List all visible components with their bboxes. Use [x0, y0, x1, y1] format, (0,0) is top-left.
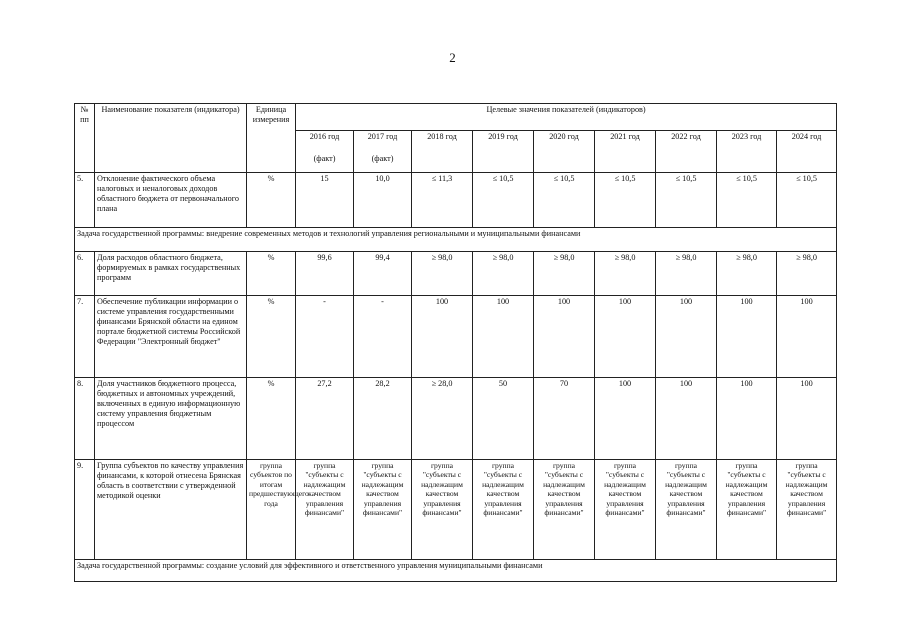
page-number: 2: [449, 50, 456, 65]
row-num: 8.: [75, 378, 95, 460]
value-cell: группа "субъекты с надлежащим качеством управления финансами": [473, 460, 534, 560]
table-row: [75, 296, 837, 378]
value-cell: ≥ 28,0: [412, 378, 473, 460]
value-cell: ≥ 98,0: [717, 252, 777, 296]
value-cell: группа "субъекты с надлежащим качеством управления финансами": [412, 460, 473, 560]
value-cell: 100: [473, 296, 534, 378]
task-text: Задача государственной программы: внедрение современных методов и технологий управления региональными и муниципальными финансами: [75, 228, 837, 252]
row-unit: группа субъектов по итогам предшествующего года: [247, 460, 296, 560]
value-cell: 100: [412, 296, 473, 378]
value-cell: ≤ 10,5: [534, 173, 595, 228]
value-cell: 100: [717, 378, 777, 460]
header-year-2024: 2024 год: [777, 131, 837, 173]
value-cell: -: [354, 296, 412, 378]
value-cell: группа "субъекты с надлежащим качеством управления финансами": [354, 460, 412, 560]
value-cell: 28,2: [354, 378, 412, 460]
table-row: [75, 378, 837, 460]
value-cell: группа "субъекты с надлежащим качеством управления финансами": [296, 460, 354, 560]
indicators-table: [74, 103, 837, 582]
value-cell: 100: [595, 296, 656, 378]
header-year-2023: 2023 год: [717, 131, 777, 173]
table-row: [75, 173, 837, 228]
value-cell: 100: [534, 296, 595, 378]
value-cell: 70: [534, 378, 595, 460]
value-cell: 100: [717, 296, 777, 378]
header-targets: Целевые значения показателей (индикаторов): [296, 104, 837, 131]
row-unit: %: [247, 252, 296, 296]
value-cell: 100: [656, 296, 717, 378]
value-cell: ≤ 10,5: [473, 173, 534, 228]
value-cell: ≤ 10,5: [656, 173, 717, 228]
value-cell: 15: [296, 173, 354, 228]
row-name: Группа субъектов по качеству управления финансами, к которой отнесена Брянская область в соответствии с утвержденной методикой оценки: [95, 460, 247, 560]
value-cell: ≤ 11,3: [412, 173, 473, 228]
task-row: [75, 560, 837, 582]
header-year-2019: 2019 год: [473, 131, 534, 173]
value-cell: 100: [777, 378, 837, 460]
table-row: [75, 252, 837, 296]
row-name: Отклонение фактического объема налоговых и неналоговых доходов областного бюджета от первоначального плана: [95, 173, 247, 228]
row-num: 7.: [75, 296, 95, 378]
value-cell: ≥ 98,0: [473, 252, 534, 296]
row-unit: %: [247, 173, 296, 228]
value-cell: ≤ 10,5: [717, 173, 777, 228]
value-cell: -: [296, 296, 354, 378]
header-year-2016: 2016 год: [296, 131, 354, 153]
task-text: Задача государственной программы: создание условий для эффективного и ответственного управления муниципальными финансами: [75, 560, 837, 582]
value-cell: группа "субъекты с надлежащим качеством управления финансами": [595, 460, 656, 560]
value-cell: 10,0: [354, 173, 412, 228]
row-name: Доля участников бюджетного процесса, бюджетных и автономных учреждений, включенных в единую информационную систему управления бюджетным процессом: [95, 378, 247, 460]
value-cell: группа "субъекты с надлежащим качеством управления финансами": [656, 460, 717, 560]
row-name: Доля расходов областного бюджета, формируемых в рамках государственных программ: [95, 252, 247, 296]
header-num: № пп: [75, 104, 95, 173]
value-cell: 50: [473, 378, 534, 460]
value-cell: 99,4: [354, 252, 412, 296]
header-unit: Единица измерения: [247, 104, 296, 173]
row-unit: %: [247, 378, 296, 460]
value-cell: ≥ 98,0: [656, 252, 717, 296]
value-cell: группа "субъекты с надлежащим качеством управления финансами": [534, 460, 595, 560]
task-row: [75, 228, 837, 252]
value-cell: ≥ 98,0: [777, 252, 837, 296]
value-cell: ≤ 10,5: [595, 173, 656, 228]
row-num: 9.: [75, 460, 95, 560]
header-year-2022: 2022 год: [656, 131, 717, 173]
table-row: [75, 460, 837, 560]
value-cell: 100: [777, 296, 837, 378]
header-fact-2016: (факт): [296, 153, 354, 173]
header-name: Наименование показателя (индикатора): [95, 104, 247, 173]
value-cell: ≥ 98,0: [412, 252, 473, 296]
value-cell: группа "субъекты с надлежащим качеством управления финансами": [717, 460, 777, 560]
row-num: 6.: [75, 252, 95, 296]
value-cell: 100: [595, 378, 656, 460]
value-cell: группа "субъекты с надлежащим качеством управления финансами": [777, 460, 837, 560]
value-cell: 27,2: [296, 378, 354, 460]
header-fact-2017: (факт): [354, 153, 412, 173]
header-year-2021: 2021 год: [595, 131, 656, 173]
row-name: Обеспечение публикации информации о системе управления государственными финансами Брянской области на едином портале бюджетной системы Российской Федерации "Электронный бюджет": [95, 296, 247, 378]
row-unit: %: [247, 296, 296, 378]
value-cell: ≥ 98,0: [595, 252, 656, 296]
value-cell: 100: [656, 378, 717, 460]
value-cell: ≤ 10,5: [777, 173, 837, 228]
value-cell: ≥ 98,0: [534, 252, 595, 296]
header-year-2020: 2020 год: [534, 131, 595, 173]
row-num: 5.: [75, 173, 95, 228]
header-year-2018: 2018 год: [412, 131, 473, 173]
header-year-2017: 2017 год: [354, 131, 412, 153]
value-cell: 99,6: [296, 252, 354, 296]
